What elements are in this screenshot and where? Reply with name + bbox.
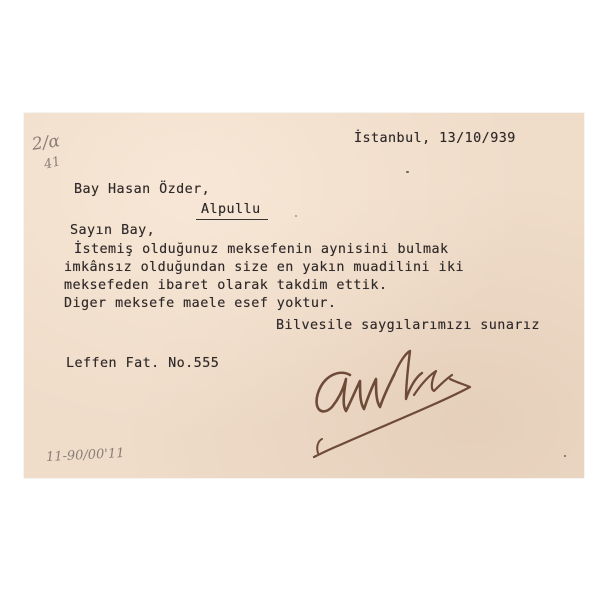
ink-speck [295, 215, 297, 217]
pencil-note-top: 2/α [30, 131, 62, 155]
recipient-place-underline [196, 219, 268, 220]
closing-line: Bilvesile saygılarımızı sunarız [276, 318, 540, 333]
body-line: imkânsız olduğundan size en yakın muadilini iki [64, 260, 465, 275]
handwritten-signature [310, 349, 482, 467]
body-line: Diger meksefe maele esef yoktur. [64, 296, 337, 311]
ink-speck [406, 171, 409, 173]
postcard [24, 113, 584, 478]
recipient-name: Bay Hasan Özder, [74, 182, 211, 197]
recipient-place: Alpullu [201, 202, 261, 217]
body-line: İstemiş olduğunuz meksefenin aynisini bulmak [74, 242, 449, 257]
salutation: Sayın Bay, [70, 223, 156, 238]
pencil-note-top-secondary: 41 [42, 154, 63, 173]
invoice-reference: Leffen Fat. No.555 [66, 356, 220, 371]
ink-speck [564, 455, 566, 457]
body-line: meksefeden ibaret olarak takdim ettik. [64, 278, 388, 293]
date-line: İstanbul, 13/10/939 [354, 131, 516, 146]
pencil-note-bottom: 11-90/00'11 [45, 445, 125, 466]
